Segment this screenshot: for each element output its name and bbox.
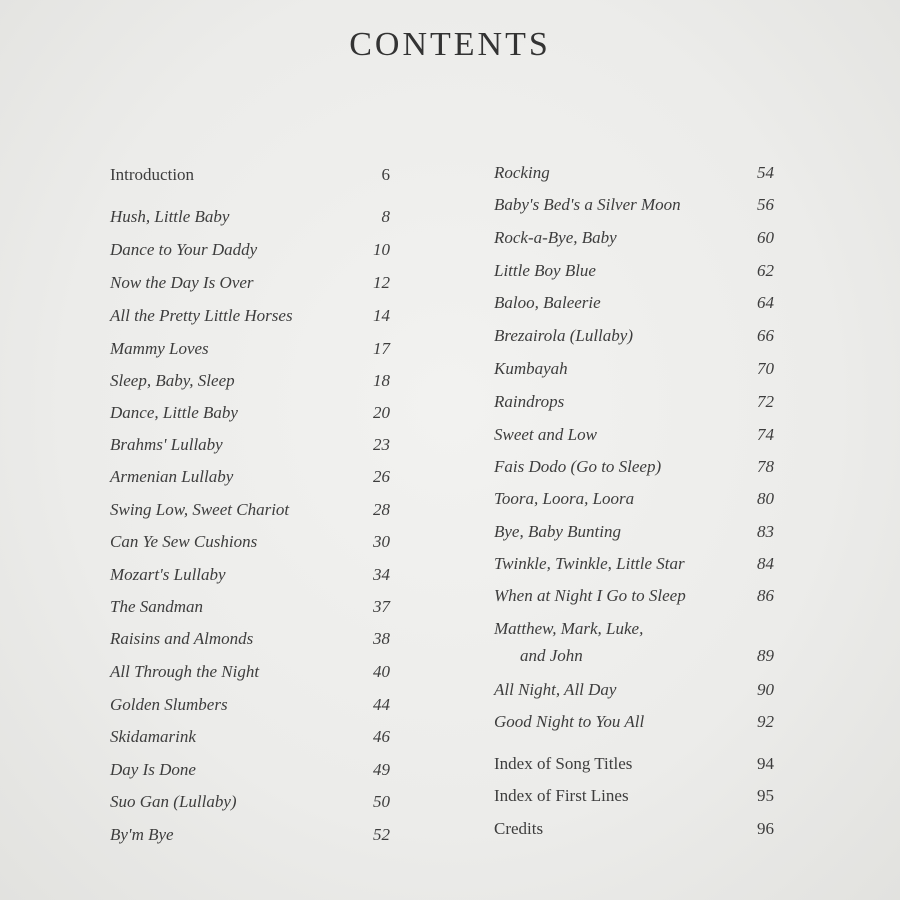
entry-page-number: 78: [757, 457, 774, 476]
entry-page-number: 54: [757, 163, 774, 182]
entry-title: Raindrops: [494, 392, 565, 411]
entry-page-number: 20: [373, 403, 390, 422]
entry-page-number: 18: [373, 371, 390, 390]
entry-title: Dance, Little Baby: [110, 403, 238, 422]
entry-title: Baloo, Baleerie: [494, 293, 601, 312]
entry-page-number: 72: [757, 392, 774, 411]
entry-page-number: 64: [757, 293, 774, 312]
entry-title: Credits: [494, 819, 544, 838]
entry-title: Mozart's Lullaby: [110, 565, 226, 584]
entry-page-number: 66: [757, 326, 774, 345]
entry-title: All Through the Night: [110, 662, 260, 681]
entry-title: The Sandman: [110, 597, 204, 616]
entry-title: Skidamarink: [110, 727, 196, 746]
entry-title: Little Boy Blue: [494, 261, 596, 280]
entry-title: Can Ye Sew Cushions: [110, 532, 258, 551]
entry-page-number: 14: [373, 306, 390, 325]
entry-page-number: 90: [757, 680, 774, 699]
entry-page-number: 34: [373, 565, 390, 584]
entry-page-number: 8: [381, 207, 390, 226]
entry-title: When at Night I Go to Sleep: [494, 586, 686, 605]
entry-title: Introduction: [110, 165, 195, 184]
entry-title: Mammy Loves: [110, 339, 209, 358]
entry-page-number: 44: [373, 695, 390, 714]
entry-title: Sleep, Baby, Sleep: [110, 371, 235, 390]
entry-page-number: 96: [757, 819, 774, 838]
entry-page-number: 10: [373, 240, 390, 259]
entry-title: Baby's Bed's a Silver Moon: [494, 195, 681, 214]
entry-page-number: 70: [757, 359, 774, 378]
entry-title: Rocking: [494, 163, 550, 182]
entry-page-number: 74: [757, 425, 774, 444]
page-title: CONTENTS: [349, 26, 551, 63]
entry-title: By'm Bye: [110, 825, 174, 844]
entry-page-number: 46: [373, 727, 390, 746]
contents-right-column: [494, 163, 774, 863]
entry-page-number: 12: [373, 273, 390, 292]
entry-title: Twinkle, Twinkle, Little Star: [494, 554, 685, 573]
entry-title: Good Night to You All: [494, 712, 645, 731]
entry-page-number: 52: [373, 825, 390, 844]
entry-title: Swing Low, Sweet Chariot: [110, 500, 290, 519]
entry-page-number: 50: [373, 792, 390, 811]
entry-page-number: 80: [757, 489, 774, 508]
entry-title: Armenian Lullaby: [110, 467, 234, 486]
entry-page-number: 60: [757, 228, 774, 247]
entry-page-number: 28: [373, 500, 390, 519]
entry-title: Brezairola (Lullaby): [494, 326, 633, 345]
entry-page-number: 92: [757, 712, 774, 731]
entry-title: Kumbayah: [494, 359, 568, 378]
entry-title: Day Is Done: [110, 760, 196, 779]
entry-page-number: 23: [373, 435, 390, 454]
entry-page-number: 89: [757, 646, 774, 665]
entry-title: Brahms' Lullaby: [110, 435, 223, 454]
entry-title: Hush, Little Baby: [110, 207, 230, 226]
entry-page-number: 49: [373, 760, 390, 779]
entry-page-number: 83: [757, 522, 774, 541]
entry-title: Suo Gan (Lullaby): [110, 792, 237, 811]
entry-title: Now the Day Is Over: [110, 273, 254, 292]
entry-title: Fais Dodo (Go to Sleep): [494, 457, 662, 476]
entry-page-number: 62: [757, 261, 774, 280]
entry-title: All the Pretty Little Horses: [110, 306, 293, 325]
entry-page-number: 95: [757, 786, 774, 805]
entry-page-number: 26: [373, 467, 390, 486]
entry-title: Index of First Lines: [494, 786, 629, 805]
entry-title: Matthew, Mark, Luke,: [494, 619, 644, 638]
entry-page-number: 86: [757, 586, 774, 605]
entry-page-number: 6: [381, 165, 390, 184]
entry-page-number: 84: [757, 554, 774, 573]
entry-page-number: 38: [373, 629, 390, 648]
entry-page-number: 17: [373, 339, 390, 358]
entry-title: All Night, All Day: [494, 680, 617, 699]
entry-page-number: 94: [757, 754, 774, 773]
entry-title: Dance to Your Daddy: [110, 240, 258, 259]
entry-title: Index of Song Titles: [494, 754, 633, 773]
contents-left-column: [110, 165, 390, 865]
entry-page-number: 30: [373, 532, 390, 551]
entry-title: Rock-a-Bye, Baby: [494, 228, 617, 247]
entry-title: Bye, Baby Bunting: [494, 522, 621, 541]
entry-title: Raisins and Almonds: [110, 629, 254, 648]
entry-page-number: 40: [373, 662, 390, 681]
entry-title: Sweet and Low: [494, 425, 597, 444]
entry-title-continued: and John: [520, 646, 583, 665]
entry-page-number: 56: [757, 195, 774, 214]
entry-title: Toora, Loora, Loora: [494, 489, 635, 508]
entry-title: Golden Slumbers: [110, 695, 228, 714]
entry-page-number: 37: [373, 597, 390, 616]
